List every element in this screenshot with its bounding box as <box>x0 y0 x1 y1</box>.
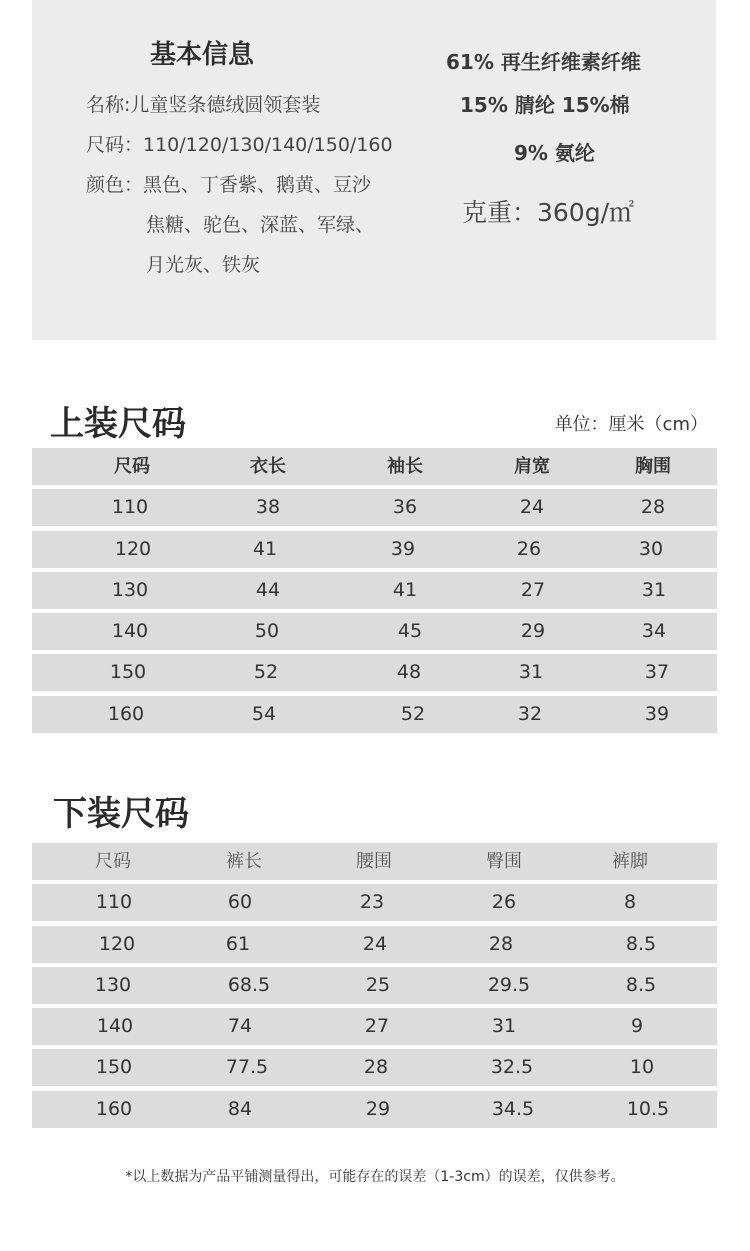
table-row <box>32 1008 717 1045</box>
cell-value: 36 <box>392 496 418 519</box>
header-pant-length: 裤长 <box>226 851 262 872</box>
header-sleeve: 袖长 <box>387 456 423 477</box>
size-list: 尺码：110/120/130/140/150/160 <box>86 134 393 156</box>
cell-value: 29 <box>365 1097 391 1120</box>
composition-line-3: 9% 氨纶 <box>514 141 595 165</box>
cell-value: 60 <box>227 891 253 914</box>
header-hip: 臀围 <box>486 851 522 872</box>
cell-value: 10 <box>629 1056 655 1079</box>
table-row <box>32 926 717 963</box>
cell-size: 150 <box>109 661 147 684</box>
cell-value: 29 <box>520 620 546 643</box>
cell-value: 32.5 <box>490 1056 534 1079</box>
cell-size: 130 <box>111 578 149 601</box>
header-leg-opening: 裤脚 <box>612 851 648 872</box>
cell-value: 68.5 <box>227 973 271 996</box>
cell-value: 45 <box>397 620 423 643</box>
top-size-table <box>32 448 717 737</box>
basic-info-title: 基本信息 <box>150 40 255 70</box>
cell-value: 39 <box>390 537 416 560</box>
cell-value: 39 <box>644 702 670 725</box>
cell-value: 30 <box>638 537 664 560</box>
color-list-line-2: 焦糖、驼色、深蓝、军绿、 <box>146 214 375 236</box>
cell-value: 52 <box>400 702 426 725</box>
cell-value: 31 <box>641 578 667 601</box>
table-header-row <box>32 448 717 485</box>
table-row <box>32 967 717 1004</box>
cell-size: 140 <box>111 620 149 643</box>
table-row <box>32 696 717 733</box>
fabric-weight: 克重：360g/㎡ <box>462 198 635 227</box>
color-list-line-3: 月光灰、铁灰 <box>146 254 261 276</box>
cell-value: 77.5 <box>225 1056 269 1079</box>
product-name: 名称:儿童竖条德绒圆领套装 <box>86 94 321 116</box>
cell-size: 150 <box>95 1056 133 1079</box>
cell-value: 34.5 <box>491 1097 535 1120</box>
cell-value: 28 <box>488 932 514 955</box>
cell-value: 61 <box>225 932 251 955</box>
table-header-row <box>32 843 717 880</box>
cell-value: 31 <box>518 661 544 684</box>
header-chest: 胸围 <box>635 456 671 477</box>
bottom-size-table <box>32 843 717 1132</box>
cell-value: 48 <box>396 661 422 684</box>
basic-info-panel <box>32 0 716 340</box>
cell-value: 41 <box>252 537 278 560</box>
cell-value: 31 <box>491 1015 517 1038</box>
cell-value: 37 <box>644 661 670 684</box>
table-row <box>32 613 717 650</box>
cell-size: 160 <box>95 1097 133 1120</box>
cell-size: 120 <box>98 932 136 955</box>
cell-value: 38 <box>255 496 281 519</box>
cell-value: 8 <box>623 891 637 914</box>
cell-value: 52 <box>253 661 279 684</box>
cell-value: 34 <box>641 620 667 643</box>
header-size: 尺码 <box>95 851 131 872</box>
header-length: 衣长 <box>250 456 286 477</box>
table-row <box>32 1091 717 1128</box>
header-size: 尺码 <box>114 456 150 477</box>
cell-size: 160 <box>107 702 145 725</box>
bottom-size-title: 下装尺码 <box>53 794 189 834</box>
disclaimer-note: *以上数据为产品平铺测量得出，可能存在的误差（1-3cm）的误差，仅供参考。 <box>125 1169 625 1185</box>
table-row <box>32 531 717 568</box>
composition-line-1: 61% 再生纤维素纤维 <box>446 50 641 74</box>
cell-value: 74 <box>227 1015 253 1038</box>
cell-value: 54 <box>251 702 277 725</box>
cell-value: 8.5 <box>625 973 657 996</box>
cell-value: 25 <box>365 973 391 996</box>
table-row <box>32 572 717 609</box>
unit-label: 单位：厘米（cm） <box>554 414 708 435</box>
table-row <box>32 884 717 921</box>
composition-line-2: 15% 腈纶 15%棉 <box>460 93 630 117</box>
cell-value: 8.5 <box>625 932 657 955</box>
cell-value: 50 <box>254 620 280 643</box>
cell-size: 120 <box>114 537 152 560</box>
cell-size: 130 <box>94 973 132 996</box>
header-shoulder: 肩宽 <box>514 456 550 477</box>
cell-size: 110 <box>111 496 149 519</box>
cell-value: 28 <box>363 1056 389 1079</box>
cell-value: 27 <box>364 1015 390 1038</box>
cell-value: 26 <box>491 891 517 914</box>
cell-value: 32 <box>517 702 543 725</box>
cell-value: 44 <box>255 578 281 601</box>
cell-value: 24 <box>519 496 545 519</box>
cell-value: 10.5 <box>626 1097 670 1120</box>
cell-size: 140 <box>96 1015 134 1038</box>
cell-value: 84 <box>227 1097 253 1120</box>
color-list-line-1: 颜色：黑色、丁香紫、鹅黄、豆沙 <box>86 174 372 196</box>
cell-value: 27 <box>520 578 546 601</box>
cell-value: 24 <box>362 932 388 955</box>
top-size-title: 上装尺码 <box>50 404 186 444</box>
table-row <box>32 1049 717 1086</box>
table-row <box>32 654 717 691</box>
cell-value: 28 <box>640 496 666 519</box>
cell-value: 41 <box>392 578 418 601</box>
table-row <box>32 489 717 526</box>
cell-value: 9 <box>630 1015 644 1038</box>
cell-value: 26 <box>516 537 542 560</box>
cell-value: 23 <box>359 891 385 914</box>
cell-size: 110 <box>95 891 133 914</box>
header-waist: 腰围 <box>356 851 392 872</box>
cell-value: 29.5 <box>487 973 531 996</box>
